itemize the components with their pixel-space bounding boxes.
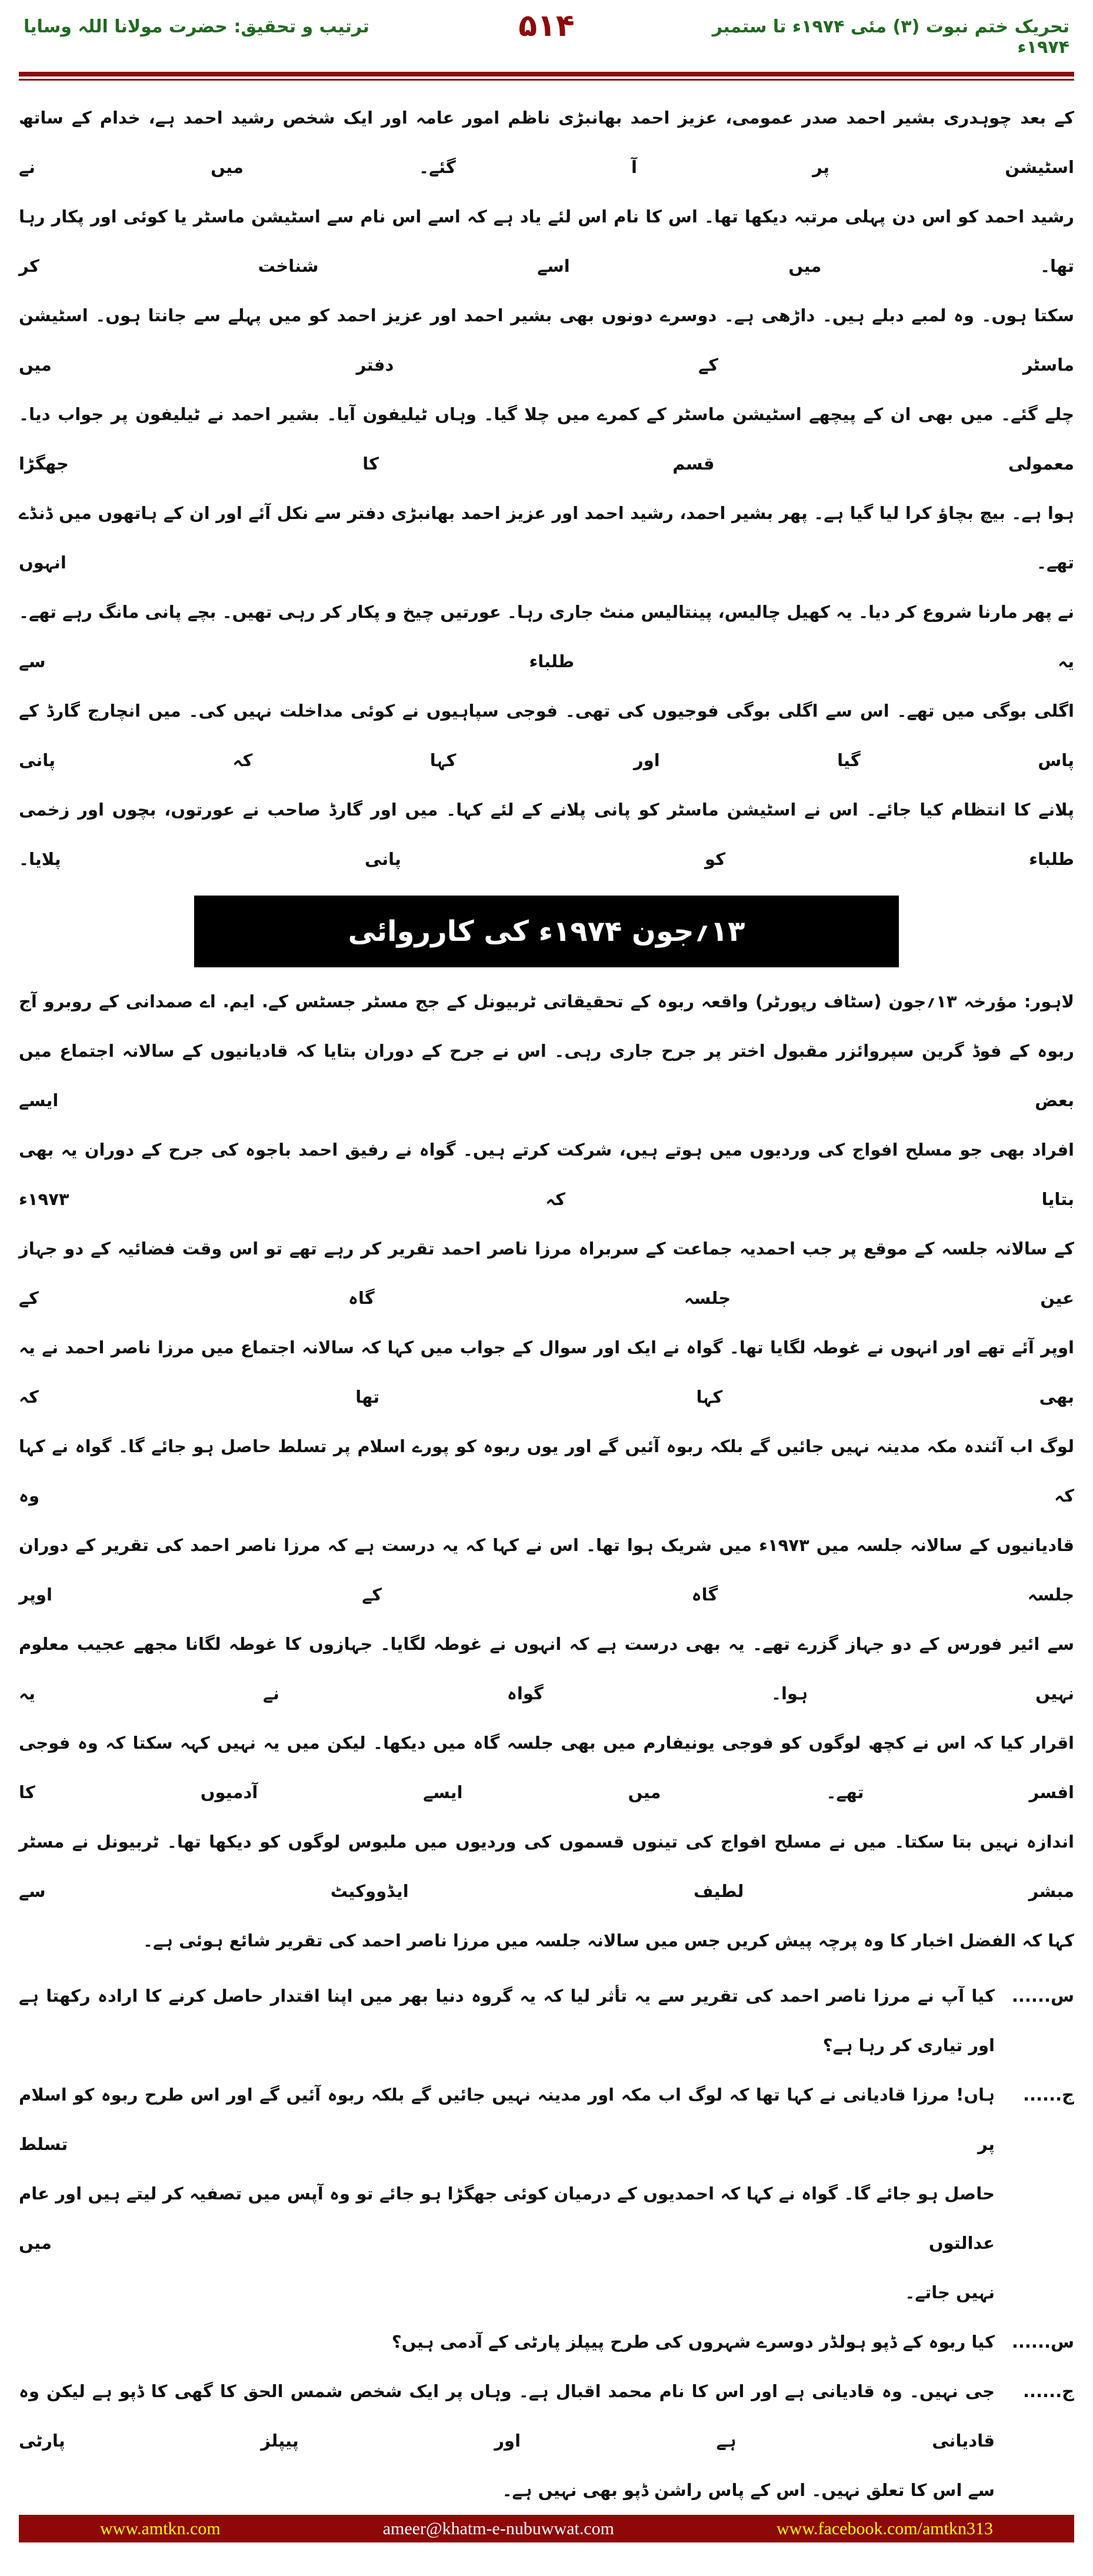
text-line: افراد بھی جو مسلح افواج کی وردیوں میں ہوتے ہیں، شرکت کرتے ہیں۔ گواہ نے رفیق احمد باجوہ کی جرح کے دوران یہ بھی بتایا کہ ۱۹۷۳ء <box>19 1140 1074 1209</box>
text-line: سکتا ہوں۔ وہ لمبے دبلے ہیں۔ داڑھی ہے۔ دوسرے دونوں بھی بشیر احمد اور عزیز احمد کو میں پہلے سے جانتا ہوں۔ اسٹیشن ماسٹر کے دفتر میں <box>19 305 1074 375</box>
compiler-credit: ترتیب و تحقیق: حضرت مولانا اللہ وسایا <box>24 16 369 37</box>
qa-text <box>19 1971 995 2070</box>
text-line: سے ائیر فورس کے دو جہاز گزرے تھے۔ یہ بھی درست ہے کہ انہوں نے غوطہ لگایا۔ جہازوں کا غوطہ لگانا مجھے عجیب معلوم نہیں ہوا۔ گواہ نے یہ <box>19 1634 1074 1703</box>
text-line: اندازہ نہیں بتا سکتا۔ میں نے مسلح افواج کی تینوں قسموں کی وردیوں میں ملبوس لوگوں کو دیکھا تھا۔ ٹربیونل نے مسٹر مبشر لطیف ایڈووکیٹ سے <box>19 1832 1075 1901</box>
question-answer-list <box>19 1971 1074 2515</box>
page-header <box>19 0 1074 88</box>
text-line: حاصل ہو جائے گا۔ گواہ نے کہا کہ احمدیوں کے درمیان کوئی جھگڑا ہو جائے تو وہ آپس میں تصفیہ کر لیتے ہیں اور عام عدالتوں میں <box>19 2184 995 2253</box>
text-line: ہاں! مرزا قادیانی نے کہا تھا کہ لوگ اب مکہ اور مدینہ نہیں جائیں گے بلکہ ربوہ آئیں گے اور اس طرح ربوہ کو اسلام پر تسلط <box>19 2085 995 2154</box>
text-line: کے سالانہ جلسہ کے موقع پر جب احمدیہ جماعت کے سربراہ مرزا ناصر احمد تقریر کر رہے تھے تو اس وقت فضائیہ کے دو جہاز عین جلسہ گاہ کے <box>19 1239 1074 1308</box>
text-line: لاہور: مؤرخہ ۱۳؍جون (سٹاف رپورٹر) واقعہ ربوہ کے تحقیقاتی ٹربیونل کے جج مسٹر جسٹس کے. ایم. اے صمدانی کے روبرو آج <box>19 991 1074 1011</box>
qa-label: ج...... <box>1023 2381 1074 2401</box>
text-line: جی نہیں۔ وہ قادیانی ہے اور اس کا نام محمد اقبال ہے۔ وہاں پر ایک شخص شمس الحق کا گھی کا ڈپو ہے لیکن وہ قادیانی ہے اور پیپلز پارٹی <box>19 2381 995 2451</box>
text-line: اقرار کیا کہ اس نے کچھ لوگوں کو فوجی یونیفارم میں بھی جلسہ گاہ میں دیکھا۔ لیکن میں یہ نہیں کہہ سکتا کہ وہ فوجی افسر تھے۔ میں ایسے آدمیوں کا <box>19 1733 1074 1802</box>
text-line: اوپر آئے تھے اور انہوں نے غوطہ لگایا تھا۔ گواہ نے ایک اور سوال کے جواب میں کہا کہ سالانہ اجتماع میں مرزا ناصر احمد نے یہ بھی کہا تھا کہ <box>19 1337 1074 1407</box>
question-item <box>19 2317 1074 2367</box>
text-line: نے پھر مارنا شروع کر دیا۔ یہ کھیل چالیس، پینتالیس منٹ جاری رہا۔ عورتیں چیخ و پکار کر رہی تھیں۔ بچے پانی مانگ رہے تھے۔ یہ طلباء سے <box>19 602 1074 671</box>
text-line: لوگ اب آئندہ مکہ مدینہ نہیں جائیں گے بلکہ ربوہ آئیں گے اور یوں ربوہ کو پورے اسلام پر تسلط حاصل ہو جائے گا۔ گواہ نے کہا کہ وہ <box>19 1436 1074 1506</box>
text-line: ربوہ کے فوڈ گرین سپروائزر مقبول اختر پر جرح جاری رہی۔ اس نے جرح کے دوران بتایا کہ قادیانیوں کے سالانہ اجتماع میں بعض ایسے <box>19 1041 1074 1110</box>
qa-text <box>19 2367 995 2515</box>
text-line: قادیانیوں کے سالانہ جلسہ میں ۱۹۷۳ء میں شریک ہوا تھا۔ اس نے کہا کہ یہ درست ہے کہ مرزا ناصر احمد کی تقریر کے دوران جلسہ گاہ کے اوپر <box>19 1535 1074 1605</box>
text-line: نہیں جاتے۔ <box>905 2282 995 2302</box>
page-number: ۵۱۴ <box>518 8 575 44</box>
text-line: کہا کہ الفضل اخبار کا وہ پرچہ پیش کریں جس میں سالانہ جلسہ میں مرزا ناصر احمد کی تقریر شائع ہوئی ہے۔ <box>143 1931 1074 1951</box>
qa-text <box>19 2317 995 2367</box>
question-item <box>19 1971 1074 2070</box>
qa-label: س...... <box>1011 2332 1074 2352</box>
qa-label: س...... <box>1011 1986 1074 2006</box>
facebook-link[interactable]: www.facebook.com/amtkn313 <box>777 2518 993 2538</box>
header-rule <box>19 72 1074 76</box>
text-line: پلانے کا انتظام کیا جائے۔ اس نے اسٹیشن ماسٹر کو پانی پلانے کے لئے کہا۔ میں اور گارڈ صاحب نے عورتوں، بچوں اور زخمی طلباء کو پانی پلایا۔ <box>19 800 1074 869</box>
text-line: ہوا ہے۔ بیچ بچاؤ کرا لیا گیا ہے۔ پھر بشیر احمد، رشید احمد اور عزیز احمد بھانبڑی دفتر سے نکل آئے اور ان کے ہاتھوں میں ڈنڈے تھے۔ انہوں <box>19 503 1074 573</box>
qa-label: ج...... <box>1023 2085 1074 2105</box>
answer-item <box>19 2367 1074 2515</box>
text-line: رشید احمد کو اس دن پہلی مرتبہ دیکھا تھا۔ اس کا نام اس لئے یاد ہے کہ اسے اس نام سے اسٹیشن ماسٹر یا کوئی اور پکار رہا تھا۔ میں اسے شناخت کر <box>19 207 1074 276</box>
header-rule-thin <box>19 79 1074 81</box>
text-line: چلے گئے۔ میں بھی ان کے پیچھے اسٹیشن ماسٹر کے کمرے میں چلا گیا۔ وہاں ٹیلیفون آیا۔ بشیر احمد نے ٹیلیفون پر جواب دیا۔ معمولی قسم کا جھگڑا <box>19 404 1074 474</box>
qa-text <box>19 2070 995 2317</box>
book-title: تحریک ختم نبوت (۳) مئی ۱۹۷۴ء تا ستمبر ۱۹۷۴ء <box>712 16 1069 58</box>
paragraph-1 <box>19 93 1074 884</box>
section-heading: ۱۳؍جون ۱۹۷۴ء کی کارروائی <box>194 896 899 967</box>
text-line: کیا ربوہ کے ڈپو ہولڈر دوسرے شہروں کی طرح پیپلز پارٹی کے آدمی ہیں؟ <box>391 2332 995 2352</box>
paragraph-2 <box>19 977 1074 1965</box>
answer-item <box>19 2070 1074 2317</box>
website-link[interactable]: www.amtkn.com <box>100 2518 221 2538</box>
text-line: سے اس کا تعلق نہیں۔ اس کے پاس راشن ڈپو بھی نہیں ہے۔ <box>502 2480 995 2500</box>
text-line: اگلی بوگی میں تھے۔ اس سے اگلی بوگی فوجیوں کی تھی۔ فوجی سپاہیوں نے کوئی مداخلت نہیں کی۔ میں انچارج گارڈ کے پاس گیا اور کہا کہ پانی <box>19 701 1074 770</box>
footer-bar <box>19 2515 1074 2542</box>
text-line: کیا آپ نے مرزا ناصر احمد کی تقریر سے یہ تأثر لیا کہ یہ گروہ دنیا بھر میں اپنا اقتدار حاصل کرنے کا ارادہ رکھتا ہے اور تیاری کر رہا ہے؟ <box>19 1986 995 2055</box>
text-line: کے بعد چوہدری بشیر احمد صدر عمومی، عزیز احمد بھانبڑی ناظم امور عامہ اور ایک شخص رشید احمد ہے، خدام کے ساتھ اسٹیشن پر آ گئے۔ میں نے <box>19 108 1074 177</box>
email-link[interactable]: ameer@khatm-e-nubuwwat.com <box>382 2518 614 2538</box>
